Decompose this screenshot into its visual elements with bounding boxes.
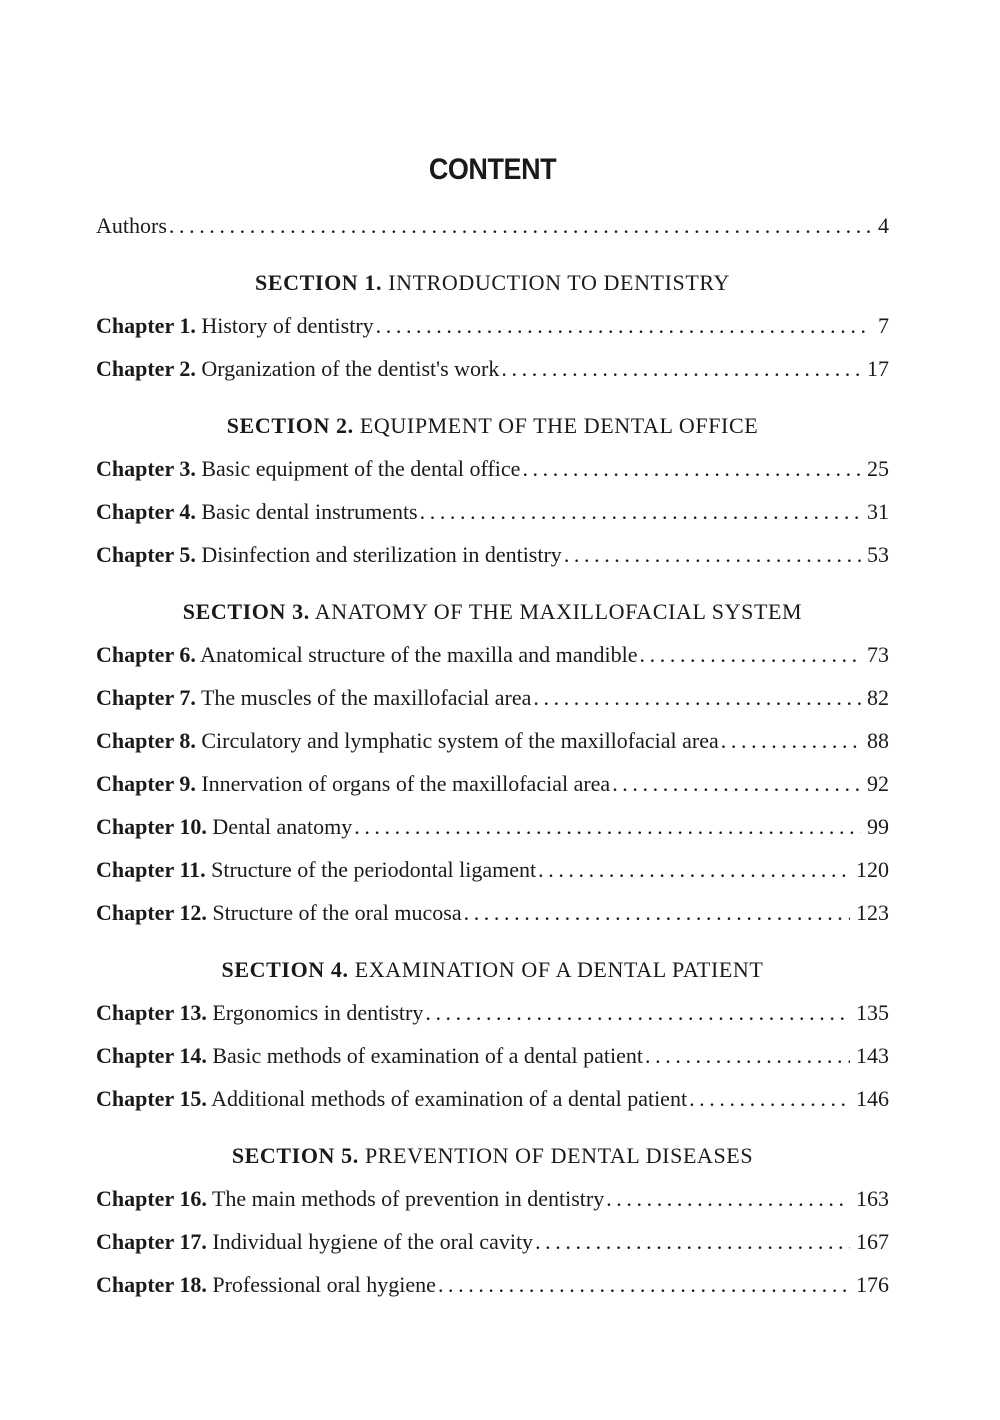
section-name: EXAMINATION OF A DENTAL PATIENT xyxy=(354,957,764,982)
chapter-label: Chapter 9. xyxy=(96,771,196,796)
chapter-title: Anatomical structure of the maxilla and mandible xyxy=(200,642,638,667)
toc-page-number: 25 xyxy=(867,456,889,481)
toc-entry-text xyxy=(96,1220,533,1263)
section-heading xyxy=(96,261,889,304)
chapter-title: Circulatory and lymphatic system of the maxillofacial area xyxy=(201,728,719,753)
toc-entry-text xyxy=(96,848,536,891)
toc-entry[interactable] xyxy=(96,991,889,1034)
toc-page-number: 31 xyxy=(867,499,889,524)
dot-leader xyxy=(420,490,861,533)
section-name: ANATOMY OF THE MAXILLOFACIAL SYSTEM xyxy=(314,599,803,624)
toc-entry[interactable] xyxy=(96,676,889,719)
dot-leader xyxy=(564,533,861,576)
toc-entry-text xyxy=(96,304,374,347)
toc-page-number: 120 xyxy=(856,857,889,882)
chapter-title: Disinfection and sterilization in dentistry xyxy=(201,542,562,567)
toc-entry-text xyxy=(96,1263,436,1306)
toc-entry[interactable] xyxy=(96,633,889,676)
chapter-label: Chapter 8. xyxy=(96,728,196,753)
chapter-title: Basic dental instruments xyxy=(201,499,418,524)
toc-entry-text xyxy=(96,533,562,576)
toc-entry[interactable] xyxy=(96,1034,889,1077)
toc-entry-text xyxy=(96,762,610,805)
dot-leader xyxy=(376,304,872,347)
toc-entry-text xyxy=(96,1077,687,1120)
chapter-label: Chapter 11. xyxy=(96,857,206,882)
toc-entry[interactable] xyxy=(96,490,889,533)
toc-entry-authors[interactable] xyxy=(96,204,889,247)
dot-leader xyxy=(606,1177,850,1220)
chapter-label: Chapter 3. xyxy=(96,456,196,481)
toc-page-number: 88 xyxy=(867,728,889,753)
chapter-label: Chapter 17. xyxy=(96,1229,207,1254)
dot-leader xyxy=(640,633,861,676)
toc-entry[interactable] xyxy=(96,304,889,347)
toc-entry-text xyxy=(96,676,531,719)
toc-entry[interactable] xyxy=(96,347,889,390)
chapter-label: Chapter 5. xyxy=(96,542,196,567)
toc-page-number: 135 xyxy=(856,1000,889,1025)
dot-leader xyxy=(464,891,850,934)
chapter-title: Individual hygiene of the oral cavity xyxy=(212,1229,534,1254)
section-heading xyxy=(96,590,889,633)
toc-entry-text xyxy=(96,447,520,490)
chapter-label: Chapter 2. xyxy=(96,356,196,381)
toc-entry[interactable] xyxy=(96,1220,889,1263)
dot-leader xyxy=(535,1220,850,1263)
section-heading xyxy=(96,1134,889,1177)
toc-entry-text xyxy=(96,347,499,390)
section-heading xyxy=(96,948,889,991)
dot-leader xyxy=(501,347,861,390)
chapter-label: Chapter 7. xyxy=(96,685,196,710)
toc-entry-text xyxy=(96,633,638,676)
toc-entry-text xyxy=(96,1177,604,1220)
dot-leader xyxy=(533,676,861,719)
toc-entry[interactable] xyxy=(96,447,889,490)
toc-page-number: 92 xyxy=(867,771,889,796)
toc-page-number: 143 xyxy=(856,1043,889,1068)
chapter-label: Chapter 13. xyxy=(96,1000,207,1025)
toc-entry-text xyxy=(96,490,418,533)
toc-page-number: 99 xyxy=(867,814,889,839)
chapter-label: Chapter 12. xyxy=(96,900,207,925)
dot-leader xyxy=(354,805,861,848)
section-label: SECTION 4. xyxy=(221,957,349,982)
toc-page-number: 146 xyxy=(856,1086,889,1111)
chapter-label: Chapter 10. xyxy=(96,814,207,839)
toc-entry-text xyxy=(96,1034,643,1077)
chapter-title: Organization of the dentist's work xyxy=(201,356,500,381)
chapter-label: Chapter 15. xyxy=(96,1086,207,1111)
chapter-title: Structure of the periodontal ligament xyxy=(211,857,537,882)
chapter-title: Ergonomics in dentistry xyxy=(212,1000,424,1025)
dot-leader xyxy=(538,848,850,891)
chapter-label: Chapter 4. xyxy=(96,499,196,524)
toc-entry[interactable] xyxy=(96,1077,889,1120)
dot-leader xyxy=(522,447,861,490)
chapter-title: Additional methods of examination of a dental patient xyxy=(211,1086,688,1111)
toc-sections xyxy=(96,261,889,1306)
toc-entry-title: Authors xyxy=(96,213,167,238)
chapter-title: Structure of the oral mucosa xyxy=(212,900,462,925)
toc-entry[interactable] xyxy=(96,805,889,848)
toc-page-number: 4 xyxy=(878,213,889,238)
toc-entry[interactable] xyxy=(96,1263,889,1306)
toc-entry[interactable] xyxy=(96,762,889,805)
toc-page-number: 73 xyxy=(867,642,889,667)
chapter-title: Basic equipment of the dental office xyxy=(201,456,521,481)
chapter-title: Basic methods of examination of a dental patient xyxy=(212,1043,644,1068)
chapter-label: Chapter 16. xyxy=(96,1186,207,1211)
toc-entry[interactable] xyxy=(96,1177,889,1220)
chapter-title: Innervation of organs of the maxillofacial area xyxy=(201,771,611,796)
chapter-label: Chapter 1. xyxy=(96,313,196,338)
dot-leader xyxy=(438,1263,850,1306)
chapter-label: Chapter 18. xyxy=(96,1272,207,1297)
toc-entry[interactable] xyxy=(96,533,889,576)
section-label: SECTION 1. xyxy=(255,270,383,295)
dot-leader xyxy=(169,204,872,247)
section-label: SECTION 5. xyxy=(231,1143,359,1168)
chapter-label: Chapter 6. xyxy=(96,642,196,667)
chapter-title: Dental anatomy xyxy=(212,814,353,839)
section-name: EQUIPMENT OF THE DENTAL OFFICE xyxy=(359,413,759,438)
dot-leader xyxy=(645,1034,850,1077)
section-name: PREVENTION OF DENTAL DISEASES xyxy=(364,1143,754,1168)
chapter-label: Chapter 14. xyxy=(96,1043,207,1068)
toc-page-number: 167 xyxy=(856,1229,889,1254)
section-name: INTRODUCTION TO DENTISTRY xyxy=(388,270,730,295)
toc-entry-text xyxy=(96,991,423,1034)
toc-entry-text xyxy=(96,891,462,934)
chapter-title: Professional oral hygiene xyxy=(212,1272,436,1297)
chapter-title: History of dentistry xyxy=(201,313,374,338)
toc-page-number: 53 xyxy=(867,542,889,567)
page-title: CONTENT xyxy=(428,153,557,186)
section-label: SECTION 3. xyxy=(182,599,310,624)
toc-page-number: 17 xyxy=(867,356,889,381)
toc-page-number: 123 xyxy=(856,900,889,925)
toc-page-number: 163 xyxy=(856,1186,889,1211)
toc-page-number: 176 xyxy=(856,1272,889,1297)
dot-leader xyxy=(689,1077,850,1120)
dot-leader xyxy=(612,762,861,805)
toc-entry[interactable] xyxy=(96,719,889,762)
section-label: SECTION 2. xyxy=(226,413,354,438)
table-of-contents xyxy=(96,150,889,1306)
dot-leader xyxy=(425,991,850,1034)
chapter-title: The main methods of prevention in dentistry xyxy=(211,1186,605,1211)
toc-entry-text xyxy=(96,719,719,762)
toc-page-number: 82 xyxy=(867,685,889,710)
dot-leader xyxy=(721,719,861,762)
toc-entry[interactable] xyxy=(96,848,889,891)
toc-entry-text xyxy=(96,805,352,848)
toc-page-number: 7 xyxy=(878,313,889,338)
section-heading xyxy=(96,404,889,447)
chapter-title: The muscles of the maxillofacial area xyxy=(200,685,532,710)
toc-entry[interactable] xyxy=(96,891,889,934)
